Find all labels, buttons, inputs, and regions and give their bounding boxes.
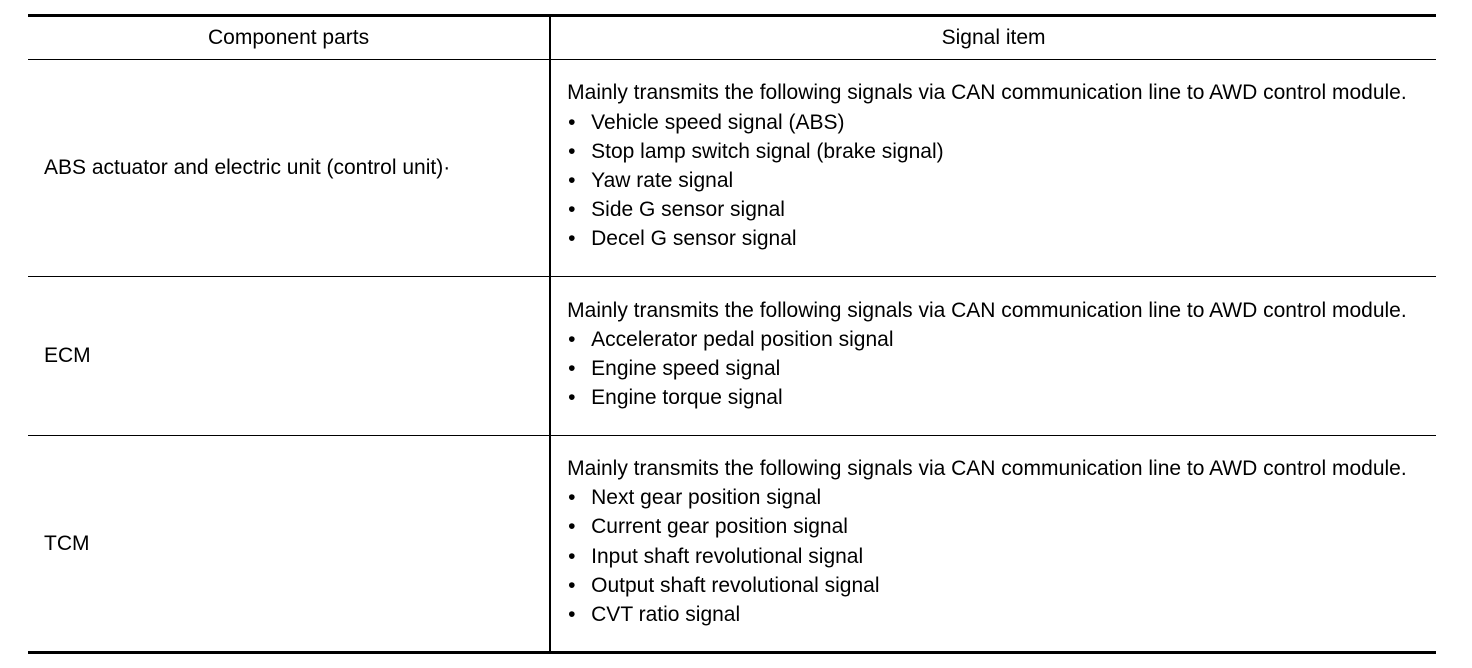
component-cell: ECM (28, 277, 550, 436)
signal-intro: Mainly transmits the following signals via CAN communication line to AWD control module. (567, 298, 1407, 322)
signal-list (567, 483, 1422, 629)
bullet-icon: • (568, 544, 576, 568)
signal-list-item (567, 512, 1422, 541)
signal-table (28, 14, 1436, 654)
table-row (28, 60, 1436, 277)
signal-list (567, 108, 1422, 254)
bullet-icon: • (568, 602, 576, 626)
header-row (28, 16, 1436, 60)
signal-label: Stop lamp switch signal (brake signal) (591, 139, 944, 163)
signal-label: Output shaft revolutional signal (591, 573, 880, 597)
table-row (28, 436, 1436, 653)
signal-list-item (567, 354, 1422, 383)
signal-label: Yaw rate signal (591, 169, 734, 192)
component-cell: TCM (28, 436, 550, 653)
signal-list-item (567, 571, 1422, 600)
bullet-icon: • (568, 386, 576, 410)
signal-label: CVT ratio signal (591, 602, 741, 626)
component-cell: ABS actuator and electric unit (control unit)· (28, 60, 550, 277)
signal-label: Decel G sensor signal (591, 227, 797, 251)
signal-intro: Mainly transmits the following signals via CAN communication line to AWD control module. (567, 81, 1407, 105)
bullet-icon: • (568, 198, 576, 222)
signal-list (567, 325, 1422, 413)
signal-cell (550, 277, 1436, 436)
signal-list-item (567, 137, 1422, 166)
column-header-signal-item: Signal item (550, 16, 1436, 60)
signal-cell (550, 436, 1436, 653)
signal-list-item (567, 325, 1422, 354)
table-row (28, 277, 1436, 436)
bullet-icon: • (568, 227, 576, 251)
column-header-component-parts: Component parts (28, 16, 550, 60)
signal-list-item (567, 483, 1422, 512)
table-body (28, 60, 1436, 653)
bullet-icon: • (568, 486, 576, 510)
bullet-icon: • (568, 327, 576, 351)
bullet-icon: • (568, 110, 576, 134)
bullet-icon: • (568, 515, 576, 539)
signal-list-item (567, 166, 1422, 195)
signal-intro: Mainly transmits the following signals via CAN communication line to AWD control module. (567, 456, 1407, 480)
signal-label: Side G sensor signal (591, 198, 785, 222)
signal-label: Input shaft revolutional signal (591, 544, 864, 568)
signal-cell (550, 60, 1436, 277)
bullet-icon: • (568, 357, 576, 380)
signal-label: Accelerator pedal position signal (591, 327, 894, 351)
signal-label: Vehicle speed signal (ABS) (591, 110, 845, 134)
signal-list-item (567, 542, 1422, 571)
signal-list-item (567, 224, 1422, 253)
bullet-icon: • (568, 139, 576, 163)
signal-label: Next gear position signal (591, 486, 822, 510)
signal-list-item (567, 383, 1422, 412)
signal-label: Engine speed signal (591, 357, 781, 380)
signal-list-item (567, 600, 1422, 629)
signal-label: Current gear position signal (591, 515, 848, 539)
signal-label: Engine torque signal (591, 386, 783, 410)
bullet-icon: • (568, 169, 576, 192)
table-header (28, 16, 1436, 60)
signal-list-item (567, 195, 1422, 224)
signal-list-item (567, 108, 1422, 137)
bullet-icon: • (568, 573, 576, 597)
